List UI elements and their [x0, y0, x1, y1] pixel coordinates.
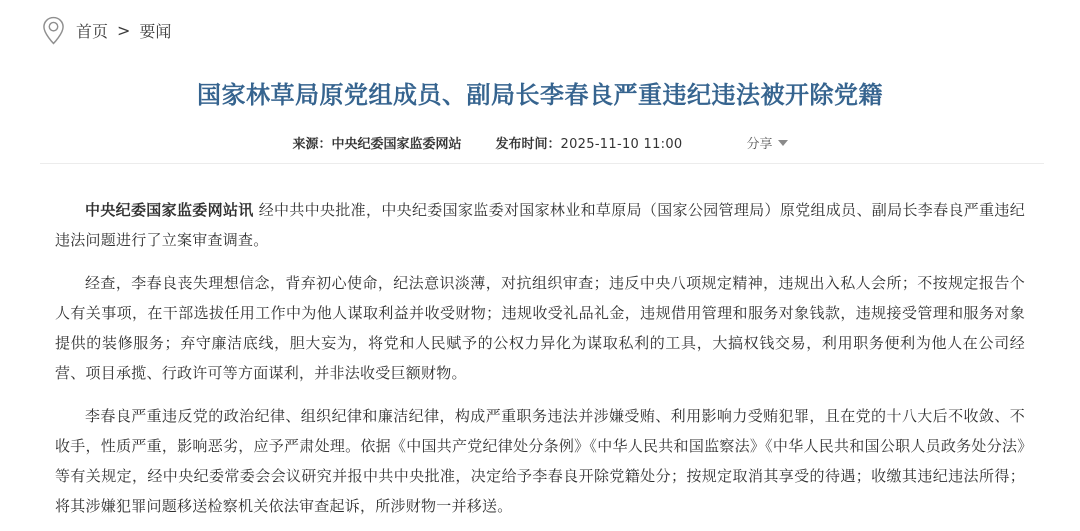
article-paragraph: [55, 195, 1025, 255]
article-paragraph: [55, 268, 1025, 388]
breadcrumb-separator: >: [117, 21, 131, 40]
article-meta: [0, 133, 1080, 152]
article-publish-time: [496, 133, 683, 152]
publish-time-value: 2025-11-10 11:00: [560, 137, 683, 152]
article-paragraph: [55, 401, 1025, 521]
paragraph-text: 李春良严重违反党的政治纪律、组织纪律和廉洁纪律，构成严重职务违法并涉嫌受贿、利用影响力受贿犯罪，且在党的十八大后不收敛、不收手，性质严重，影响恶劣，应予严肃处理。依据《中国共产党纪律处分条例》《中华人民共和国监察法》《中华人民共和国公职人员政务处分法》等有关规定，经中央纪委常委会会议研究并报中共中央批准，决定给予李春良开除党籍处分；按规定取消其享受的待遇；收缴其违纪违法所得；将其涉嫌犯罪问题移送检察机关依法审查起诉，所涉财物一并移送。: [55, 407, 1025, 515]
article-source: [292, 133, 461, 152]
source-value: 中央纪委国家监委网站: [331, 137, 462, 152]
page-title: 国家林草局原党组成员、副局长李春良严重违纪违法被开除党籍: [197, 81, 883, 109]
chevron-down-icon: [778, 140, 788, 146]
location-pin-icon: [42, 16, 65, 45]
source-label: 来源：: [292, 137, 332, 152]
share-button[interactable]: [746, 133, 787, 152]
article-body: [0, 164, 1080, 521]
breadcrumb: [0, 0, 1080, 45]
paragraph-text: 经中共中央批准，中央纪委国家监委对国家林业和草原局（国家公园管理局）原党组成员、副局长李春良严重违纪违法问题进行了立案审查调查。: [55, 201, 1025, 249]
paragraph-lead: 中央纪委国家监委网站讯: [85, 201, 254, 219]
share-label: 分享: [746, 137, 773, 152]
breadcrumb-category-link[interactable]: 要闻: [139, 22, 172, 41]
publish-time-label: 发布时间：: [495, 137, 561, 152]
paragraph-text: 经查，李春良丧失理想信念，背弃初心使命，纪法意识淡薄，对抗组织审查；违反中央八项规定精神，违规出入私人会所；不按规定报告个人有关事项，在干部选拔任用工作中为他人谋取利益并收受财物；违规收受礼品礼金，违规借用管理和服务对象钱款，违规接受管理和服务对象提供的装修服务；弃守廉洁底线，胆大妄为，将党和人民赋予的公权力异化为谋取私利的工具，大搞权钱交易，利用职务便利为他人在公司经营、项目承揽、行政许可等方面谋利，并非法收受巨额财物。: [55, 274, 1025, 382]
breadcrumb-home-link[interactable]: 首页: [76, 22, 109, 41]
